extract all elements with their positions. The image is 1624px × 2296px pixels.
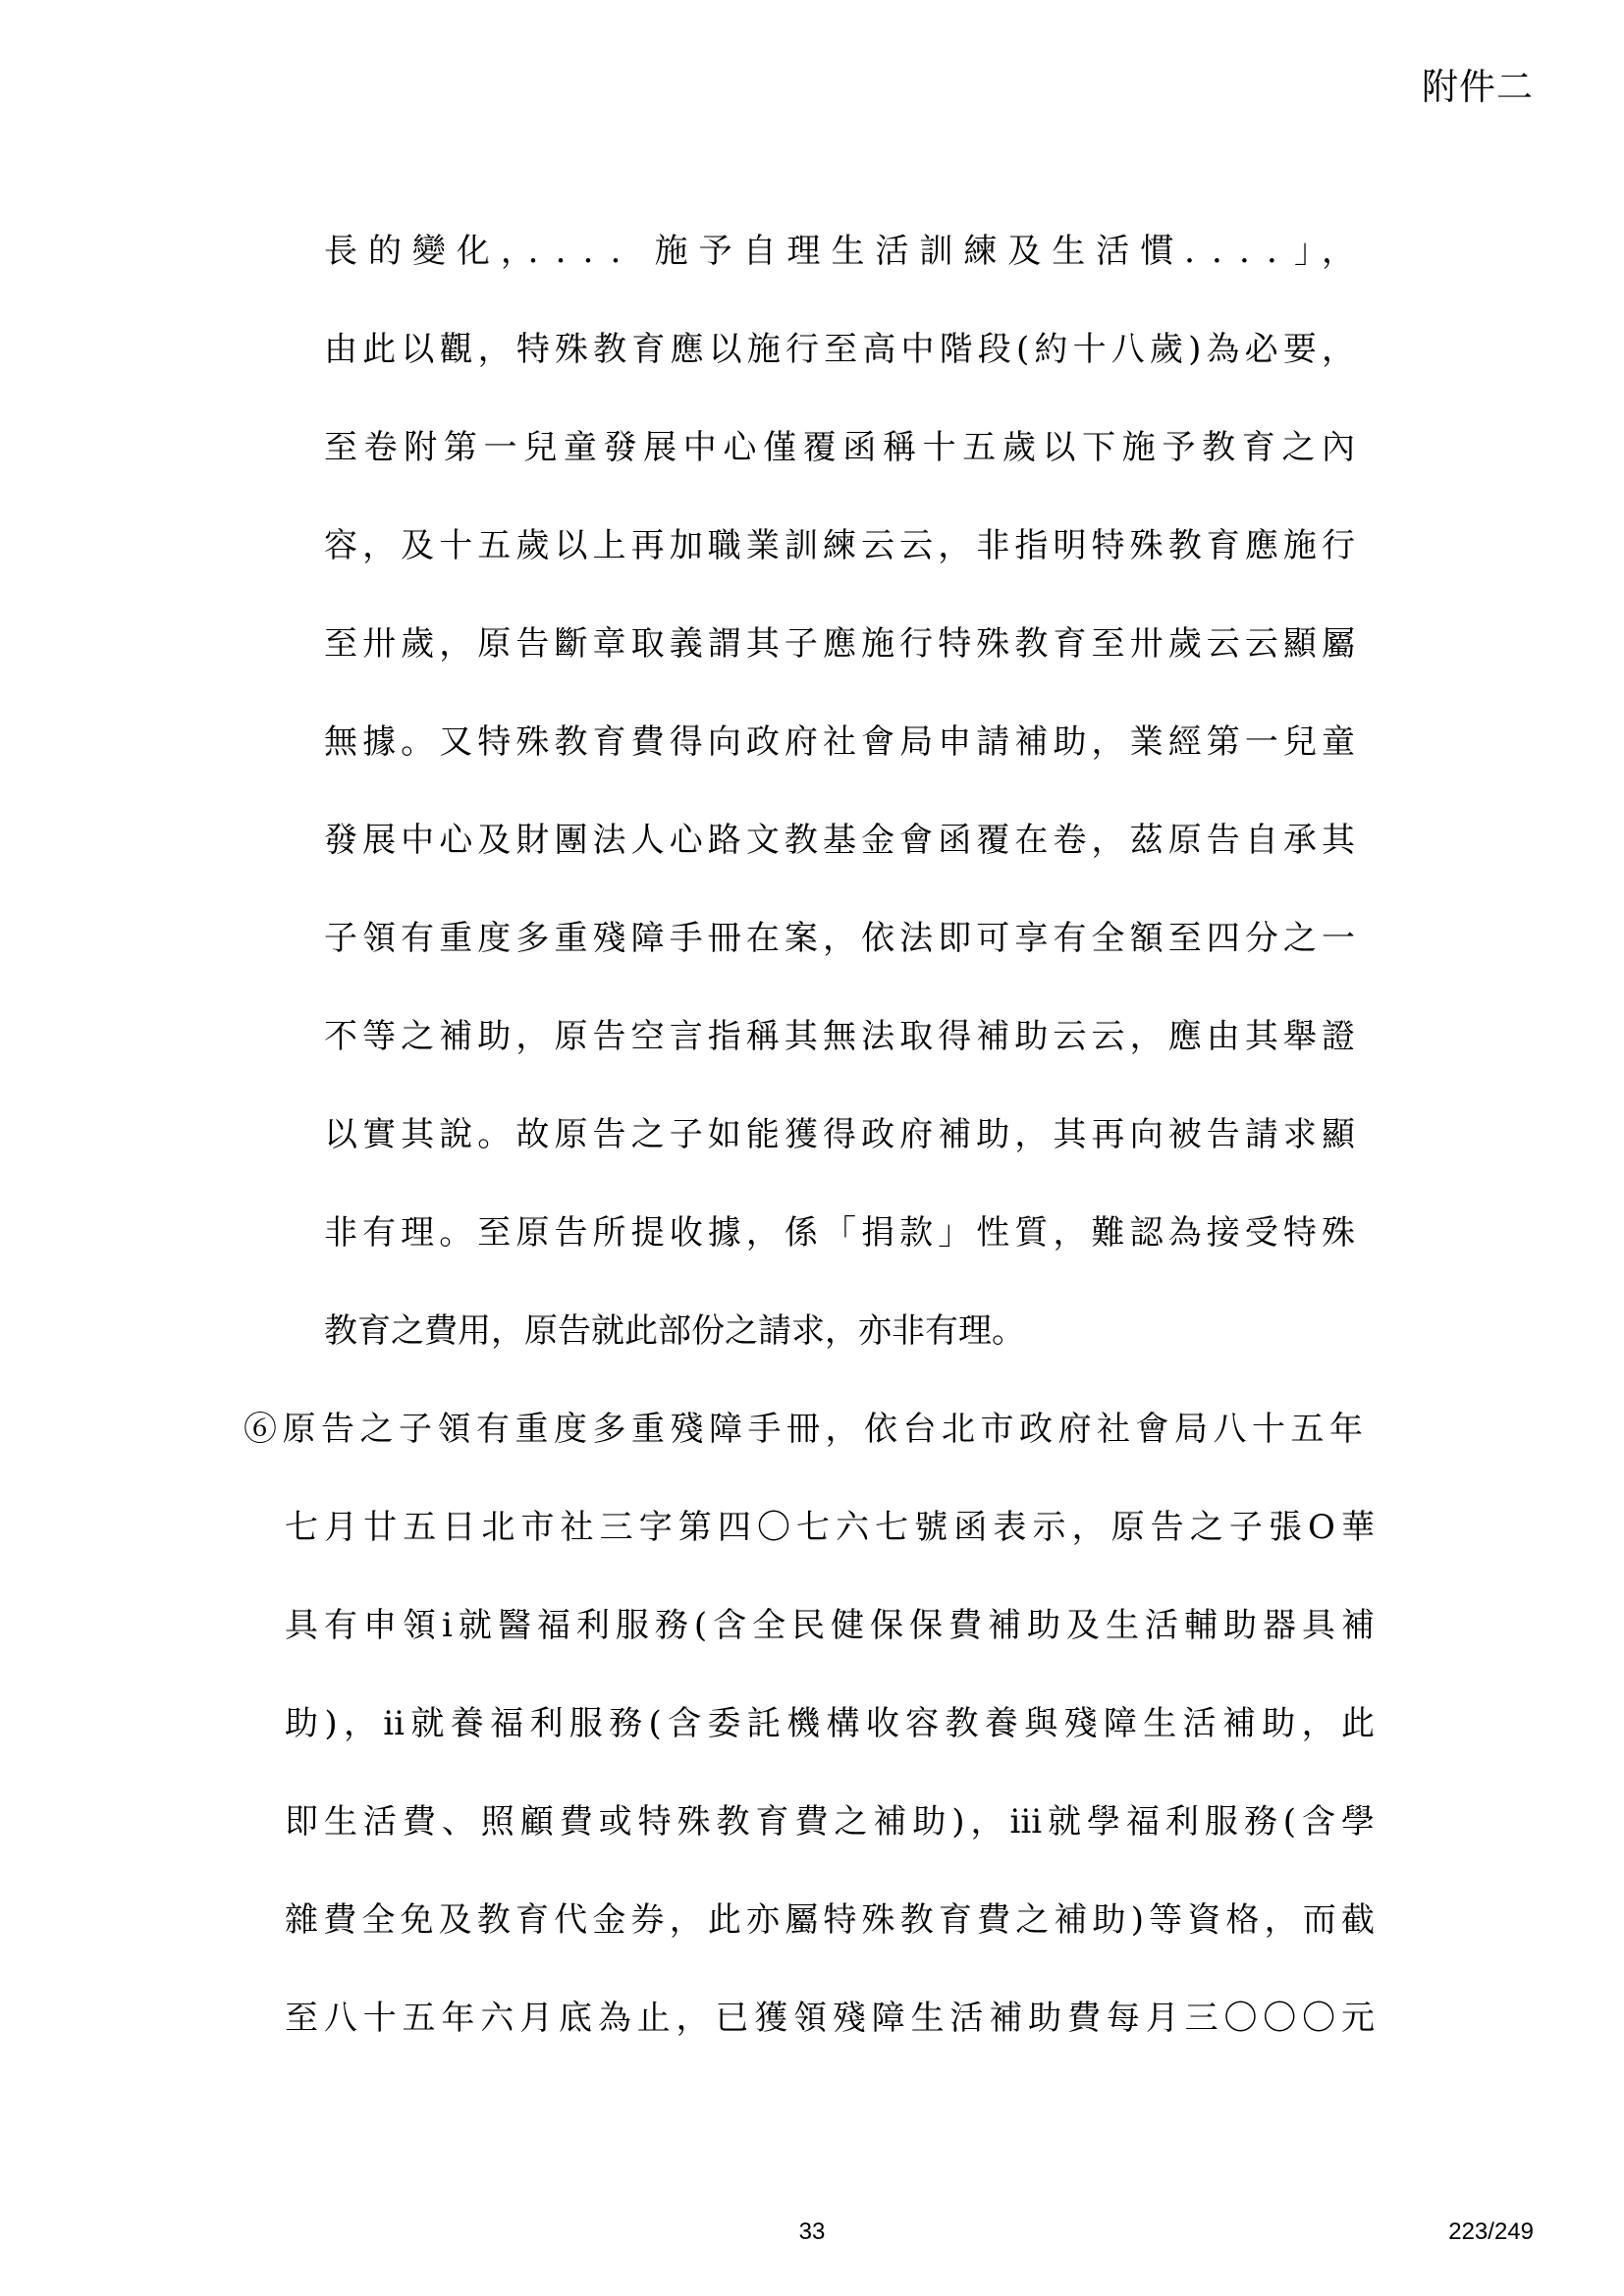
body-line: 子領有重度多重殘障手冊在案，依法即可享有全額至四分之一: [324, 919, 1361, 958]
body-line: 無據。又特殊教育費得向政府社會局申請補助，業經第一兒童: [324, 722, 1361, 762]
body-line: 雜費全免及教育代金券，此亦屬特殊教育費之補助)等資格，而截: [285, 1900, 1380, 1940]
body-line: 至卷附第一兒童發展中心僅覆函稱十五歲以下施予教育之內: [324, 428, 1362, 467]
body-line: 助)，ⅱ就養福利服務(含委託機構收容教養與殘障生活補助，此: [285, 1704, 1381, 1743]
body-line: 由此以觀，特殊教育應以施行至高中階段(約十八歲)為必要，: [324, 330, 1361, 369]
body-line: 具有申領ⅰ就醫福利服務(含全民健保保費補助及生活輔助器具補: [285, 1606, 1380, 1645]
page-number: 33: [798, 2218, 826, 2245]
attachment-label: 附件二: [1422, 66, 1534, 108]
body-line: 容，及十五歲以上再加職業訓練云云，非指明特殊教育應施行: [324, 526, 1361, 565]
body-line: 發展中心及財團法人心路文教基金會函覆在卷，茲原告自承其: [324, 821, 1361, 860]
body-line: 至卅歲，原告斷章取義謂其子應施行特殊教育至卅歲云云顯屬: [324, 624, 1361, 664]
body-line: 長的變化，．．．．施予自理生活訓練及生活慣．．．．」，: [324, 232, 1366, 271]
body-line: 不等之補助，原告空言指稱其無法取得補助云云，應由其舉證: [324, 1017, 1361, 1056]
body-line: 即生活費、照顧費或特殊教育費之補助)，ⅲ就學福利服務(含學: [285, 1802, 1380, 1842]
body-line: 教育之費用，原告就此部份之請求，亦非有理。: [324, 1311, 1025, 1351]
body-line: 以實其說。故原告之子如能獲得政府補助，其再向被告請求顯: [324, 1115, 1361, 1154]
body-line: 至八十五年六月底為止，已獲領殘障生活補助費每月三〇〇〇元: [285, 1999, 1380, 2038]
body-line: 七月廿五日北市社三字第四〇七六七號函表示，原告之子張O華: [285, 1508, 1381, 1547]
body-line: 非有理。至原告所提收據，係「捐款」性質，難認為接受特殊: [324, 1213, 1361, 1253]
body-line-item-6: ⑥原告之子領有重度多重殘障手冊，依台北市政府社會局八十五年: [244, 1410, 1369, 1449]
page-count: 223/249: [1448, 2218, 1534, 2245]
